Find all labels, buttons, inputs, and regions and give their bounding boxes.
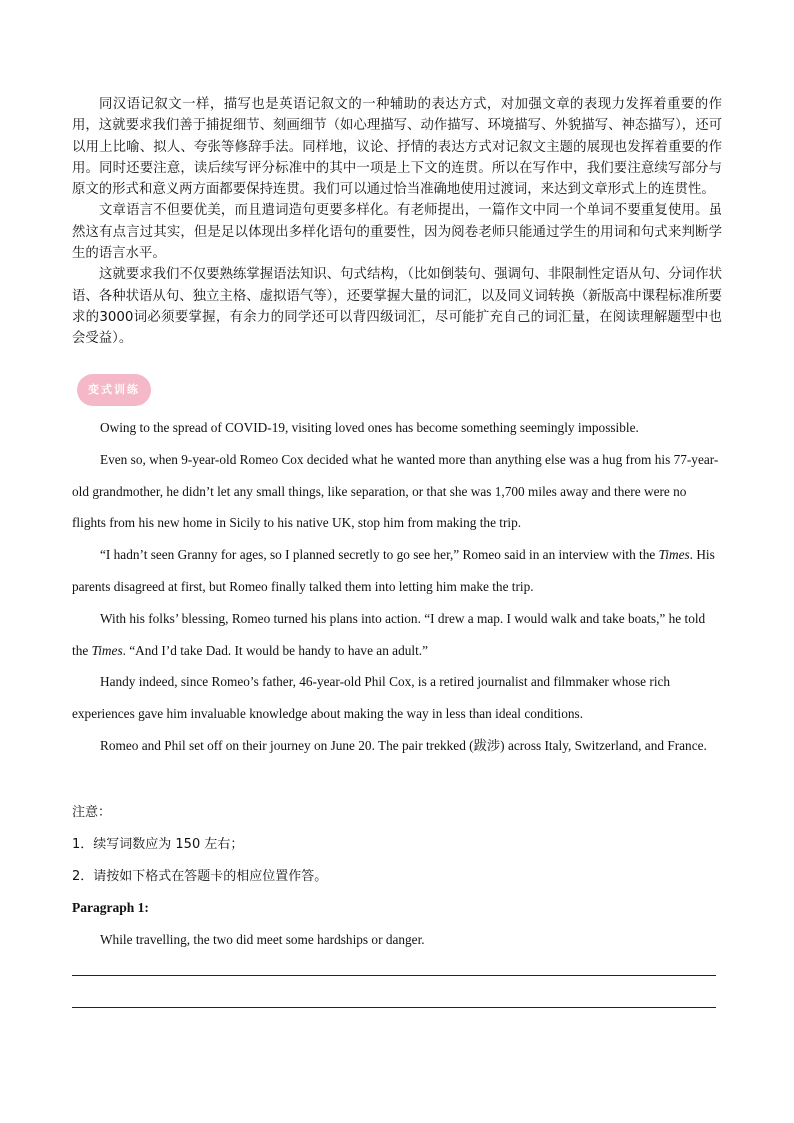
- notes-item-1: 1．续写词数应为 150 左右；: [72, 836, 244, 852]
- notes: [72, 797, 722, 892]
- intro-paragraph-3: 这就要求我们不仅要熟练掌握语法知识、句式结构，（比如倒装句、强调句、非限制性定语从句、分词作状语、各种状语从句、独立主格、虚拟语气等），还要掌握大量的词汇，以及同义词转换（新版高中课程标准所要求的3000词必须要掌握，有余力的同学还可以背四级词汇，尽可能扩充自己的词汇量，在阅读理解题型中也会受益）。: [72, 267, 722, 347]
- intro-paragraph-1: 同汉语记叙文一样，描写也是英语记叙文的一种辅助的表达方式，对加强文章的表现力发挥着重要的作用，这就要求我们善于捕捉细节、刻画细节（如心理描写、动作描写、环境描写、外貌描写、神态描写），还可以用上比喻、拟人、夸张等修辞手法。同样地，议论、抒情的表达方式对记叙文主题的展现也发挥着重要的作用。同时还要注意，读后续写评分标准中的其中一项是上下文的连贯。所以在写作中，我们要注意续写部分与原文的形式和意义两方面都要保持连贯。我们可以通过恰当准确地使用过渡词，来达到文章形式上的连贯性。: [72, 97, 722, 198]
- story-paragraph-3: [72, 539, 722, 603]
- notes-heading: 注意：: [72, 805, 112, 820]
- practice-badge: [77, 374, 151, 406]
- story-paragraph-6: Romeo and Phil set off on their journey on June 20. The pair trekked (跋涉) across Italy, Switzerland, and France.: [100, 737, 707, 753]
- answer-line: [72, 1007, 716, 1008]
- story-paragraph-4: [72, 603, 722, 667]
- paragraph-1-label: Paragraph 1:: [72, 900, 149, 915]
- story-text: [72, 412, 722, 762]
- story-paragraph-4-b: . “And I’d take Dad. It would be handy to have an adult.”: [122, 642, 428, 658]
- paragraph-1-starter: While travelling, the two did meet some hardships or danger.: [100, 932, 425, 947]
- answer-line: [72, 975, 716, 976]
- notes-item-2: 2．请按如下格式在答题卡的相应位置作答。: [72, 868, 328, 884]
- intro-paragraph-2: 文章语言不但要优美，而且遣词造句更要多样化。有老师提出，一篇作文中同一个单词不要重复使用。虽然这有点言过其实，但是足以体现出多样化语句的重要性，因为阅卷老师只能通过学生的用词和句式来判断学生的语言水平。: [72, 203, 722, 262]
- intro-text: [72, 94, 722, 350]
- times-title: Times: [658, 547, 690, 563]
- practice-badge-label: 变式训练: [88, 383, 140, 396]
- story-paragraph-1: Owing to the spread of COVID-19, visiting loved ones has become something seemingly impossible.: [100, 420, 639, 435]
- times-title: Times: [91, 642, 123, 658]
- story-paragraph-5: Handy indeed, since Romeo’s father, 46-year-old Phil Cox, is a retired journalist and filmmaker whose rich experiences gave him invaluable knowledge about making the way in less than ideal conditions.: [72, 674, 671, 722]
- story-paragraph-2: Even so, when 9-year-old Romeo Cox decided what he wanted more than anything else was a hug from his 77-year-old grandmother, he didn’t let any small things, like separation, or that she was 1,700 miles away and there were no flights from his new home in Sicily to his native UK, stop him from making the trip.: [72, 451, 719, 531]
- story-paragraph-3-a: “I hadn’t seen Granny for ages, so I planned secretly to go see her,” Romeo said in an interview with the: [100, 547, 659, 563]
- story-paragraph-4-a: With his folks’ blessing, Romeo turned his plans into action. “I drew a map. I would walk and take boats,” he told the: [72, 610, 706, 658]
- story-paragraph-3-b: . His parents disagreed at first, but Romeo finally talked them into letting him make the trip.: [72, 547, 715, 594]
